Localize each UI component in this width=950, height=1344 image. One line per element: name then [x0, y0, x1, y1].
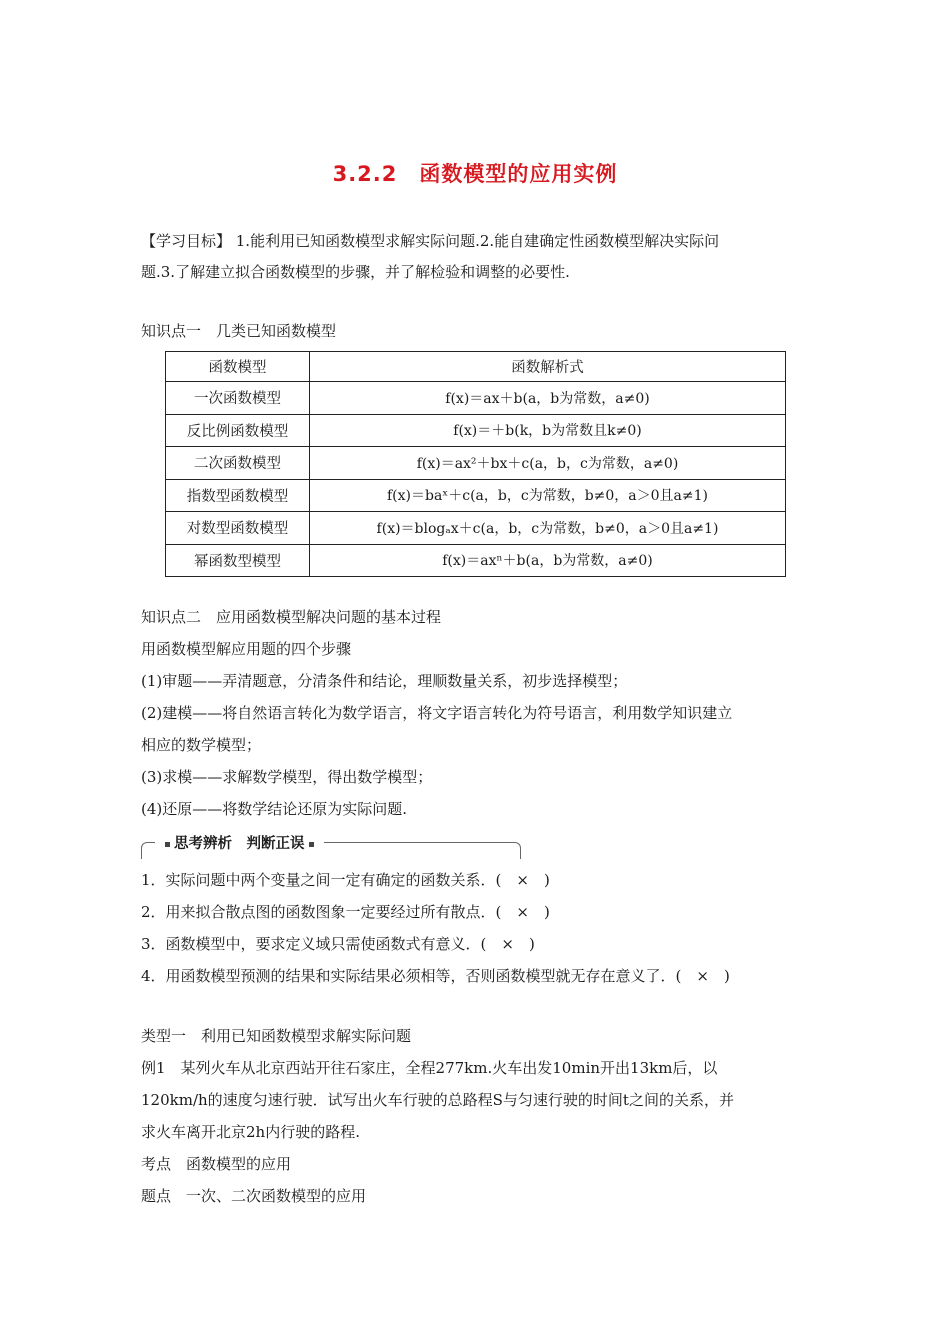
- table-header-model: 函数模型: [166, 352, 310, 382]
- steps-intro: 用函数模型解应用题的四个步骤: [141, 640, 352, 658]
- table-cell-formula: f(x)＝＋b(k，b为常数且k≠0): [310, 414, 786, 447]
- table-header-row: [166, 352, 786, 382]
- step-2-line-2: 相应的数学模型；: [141, 736, 262, 754]
- judge-item-1: 1．实际问题中两个变量之间一定有确定的函数关系．( × ): [141, 871, 550, 889]
- page-title: 3.2.2 函数模型的应用实例: [332, 162, 618, 186]
- table-cell-model: 指数型函数模型: [166, 479, 310, 512]
- table-cell-formula: f(x)＝ax＋b(a，b为常数，a≠0): [310, 382, 786, 415]
- example-1-line-1: 例1 某列火车从北京西站开往石家庄，全程277km.火车出发10min开出13km后，以: [141, 1059, 718, 1077]
- table-row: [166, 479, 786, 512]
- table-cell-model: 反比例函数模型: [166, 414, 310, 447]
- think-judge-banner: [141, 830, 521, 860]
- table-row: [166, 512, 786, 545]
- table-row: [166, 447, 786, 480]
- type-1-heading: 类型一 利用已知函数模型求解实际问题: [141, 1027, 412, 1045]
- table-row: [166, 382, 786, 415]
- table-row: [166, 414, 786, 447]
- square-bullet-icon: [309, 842, 314, 847]
- table-cell-formula: f(x)＝baˣ＋c(a，b，c为常数，b≠0，a＞0且a≠1): [310, 479, 786, 512]
- table-cell-formula: f(x)＝axⁿ＋b(a，b为常数，a≠0): [310, 544, 786, 577]
- table-cell-formula: f(x)＝blogₐx＋c(a，b，c为常数，b≠0，a＞0且a≠1): [310, 512, 786, 545]
- banner-label: [155, 832, 324, 853]
- step-4: (4)还原——将数学结论还原为实际问题.: [141, 800, 408, 818]
- judge-item-3: 3．函数模型中，要求定义域只需使函数式有意义．( × ): [141, 935, 535, 953]
- question-point: 题点 一次、二次函数模型的应用: [141, 1187, 367, 1205]
- judge-item-4: 4．用函数模型预测的结果和实际结果必须相等，否则函数模型就无存在意义了．( × ): [141, 967, 730, 985]
- example-1-line-3: 求火车离开北京2h内行驶的路程.: [141, 1123, 360, 1141]
- knowledge-point-1-heading: 知识点一 几类已知函数模型: [141, 322, 337, 340]
- square-bullet-icon: [165, 842, 170, 847]
- function-model-table: [165, 351, 786, 577]
- learning-goals-line-1: 【学习目标】 1.能利用已知函数模型求解实际问题.2.能自建确定性函数模型解决实际问: [141, 232, 720, 250]
- step-2-line-1: (2)建模——将自然语言转化为数学语言，将文字语言转化为符号语言，利用数学知识建立: [141, 704, 733, 722]
- table-cell-formula: f(x)＝ax²＋bx＋c(a，b，c为常数，a≠0): [310, 447, 786, 480]
- table-cell-model: 对数型函数模型: [166, 512, 310, 545]
- table-row: [166, 544, 786, 577]
- step-3: (3)求模——求解数学模型，得出数学模型；: [141, 768, 433, 786]
- banner-text: 思考辨析 判断正误: [174, 836, 305, 852]
- knowledge-point-2-heading: 知识点二 应用函数模型解决问题的基本过程: [141, 608, 442, 626]
- judge-item-2: 2．用来拟合散点图的函数图象一定要经过所有散点．( × ): [141, 903, 550, 921]
- table-cell-model: 幂函数型模型: [166, 544, 310, 577]
- exam-point: 考点 函数模型的应用: [141, 1155, 292, 1173]
- learning-goals-line-2: 题.3.了解建立拟合函数模型的步骤，并了解检验和调整的必要性.: [141, 263, 570, 281]
- table-cell-model: 二次函数模型: [166, 447, 310, 480]
- step-1: (1)审题——弄清题意，分清条件和结论，理顺数量关系，初步选择模型；: [141, 672, 628, 690]
- table-cell-model: 一次函数模型: [166, 382, 310, 415]
- example-1-line-2: 120km/h的速度匀速行驶．试写出火车行驶的总路程S与匀速行驶的时间t之间的关系，并: [141, 1091, 734, 1109]
- table-header-formula: 函数解析式: [310, 352, 786, 382]
